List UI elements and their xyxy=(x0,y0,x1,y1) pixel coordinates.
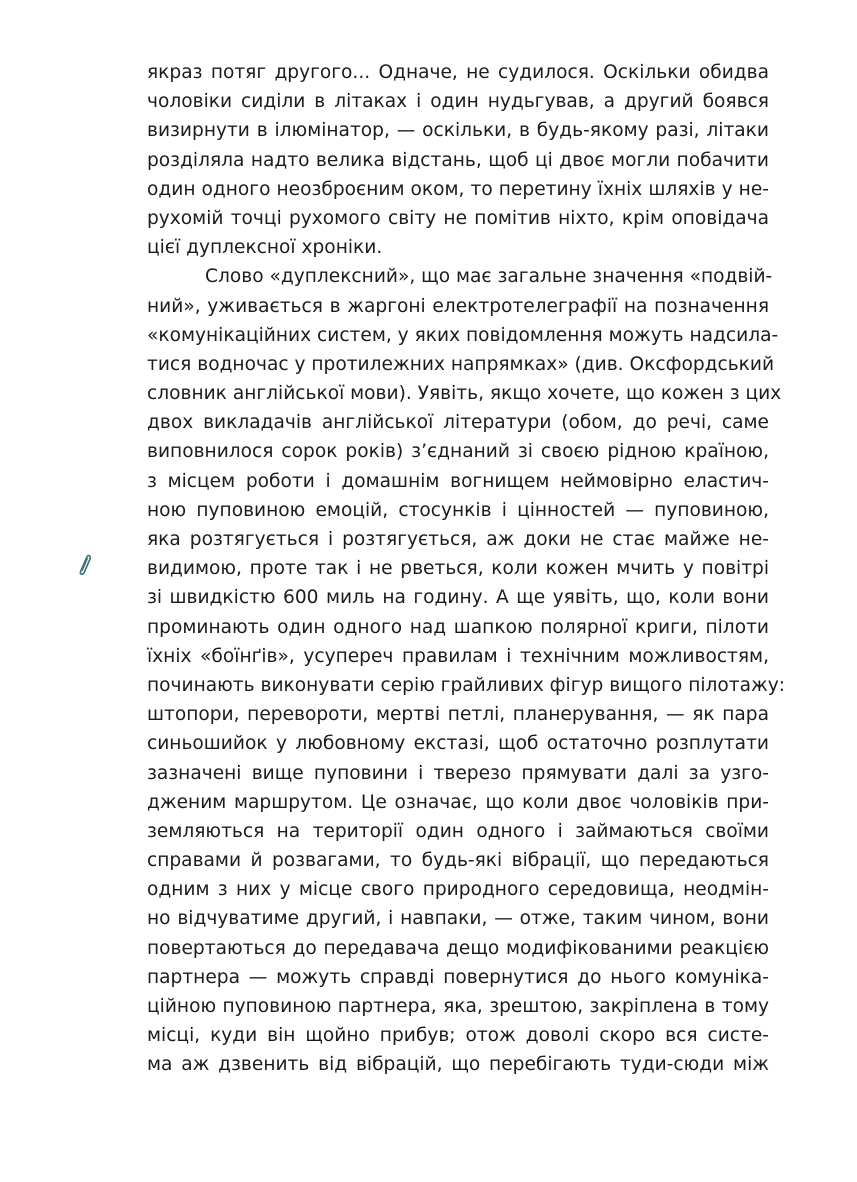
text-line: їхніх «боїнґів», усупереч правилам і технічним можливостям, xyxy=(147,645,769,667)
text-line: визирнути в ілюмінатор, — оскільки, в будь-якому разі, літаки xyxy=(147,120,769,142)
pen-icon xyxy=(78,554,92,576)
text-line: рухомій точці рухомого світу не помітив ніхто, крім оповідача xyxy=(147,207,769,229)
text-line: ний», уживається в жаргоні електротелеграфії на позначення xyxy=(147,295,769,317)
text-line: «комунікаційних систем, у яких повідомлення можуть надсила- xyxy=(147,324,779,346)
text-line: зазначені вище пуповини і тверезо прямувати далі за узго- xyxy=(147,762,769,784)
text-line: ційною пуповиною партнера, яка, зрештою, закріплена в тому xyxy=(147,996,769,1017)
text-line: проминають один одного над шапкою полярної криги, пілоти xyxy=(147,616,769,638)
text-line: розділяла надто велика відстань, щоб ці двоє могли побачити xyxy=(147,149,769,171)
text-line: синьошийок у любовному екстазі, щоб остаточно розплутати xyxy=(147,733,769,755)
paragraph-1 xyxy=(147,58,769,262)
text-line: штопори, перевороти, мертві петлі, планерування, — як пара xyxy=(147,704,769,726)
text-line: чоловіки сиділи в літаках і один нудьгував, а другий боявся xyxy=(147,91,769,113)
text-line: цієї дуплексної хроніки. xyxy=(147,237,383,259)
text-line: справами й розвагами, то будь-які вібрації, що передаються xyxy=(147,850,769,872)
text-line: місці, куди він щойно прибув; отож доволі скоро вся систе- xyxy=(147,1025,769,1047)
text-line: з місцем роботи і домашнім вогнищем неймовірно еластич- xyxy=(147,470,769,492)
text-line: Слово «дуплексний», що має загальне значення «подвій- xyxy=(205,266,773,288)
text-line: видимою, проте так і не рветься, коли кожен мчить у повітрі xyxy=(147,558,769,580)
text-line: зі швидкістю 600 миль на годину. А ще уявіть, що, коли вони xyxy=(147,587,769,609)
pen-stroke xyxy=(80,555,90,574)
text-line: земляються на території один одного і займаються своїми xyxy=(147,820,769,842)
paragraph-2 xyxy=(147,262,786,1079)
text-line: партнера — можуть справді повернутися до нього комуніка- xyxy=(147,966,769,988)
text-line: дженим маршрутом. Це означає, що коли двоє чоловіків при- xyxy=(147,791,769,813)
text-line: ма аж дзвенить від вібрацій, що перебігають туди-сюди між xyxy=(147,1054,769,1076)
text-line: ною пуповиною емоцій, стосунків і цінностей — пуповиною, xyxy=(147,499,769,521)
text-line: починають виконувати серію грайливих фігур вищого пілотажу: xyxy=(147,674,786,696)
text-line: один одного неозброєним оком, то перетину їхніх шляхів у не- xyxy=(147,178,769,200)
text-line: тися водночас у протилежних напрямках» (див. Оксфордський xyxy=(147,353,775,375)
text-line: якраз потяг другого... Одначе, не судилося. Оскільки обидва xyxy=(147,62,769,83)
text-line: яка розтягується і розтягується, аж доки не стає майже не- xyxy=(147,529,769,550)
text-line: виповнилося сорок років) з’єднаний зі своєю рідною країною, xyxy=(147,441,769,463)
page-text-block xyxy=(147,58,786,1080)
text-line: одним з них у місце свого природного середовища, неодмін- xyxy=(147,879,769,901)
text-line: но відчуватиме другий, і навпаки, — отже, таким чином, вони xyxy=(147,908,769,930)
text-line: повертаються до передавача дещо модифікованими реакцією xyxy=(147,937,769,959)
text-line: двох викладачів англійської літератури (обом, до речі, саме xyxy=(147,412,769,434)
text-line: словник англійської мови). Уявіть, якщо хочете, що кожен з цих xyxy=(147,383,782,405)
